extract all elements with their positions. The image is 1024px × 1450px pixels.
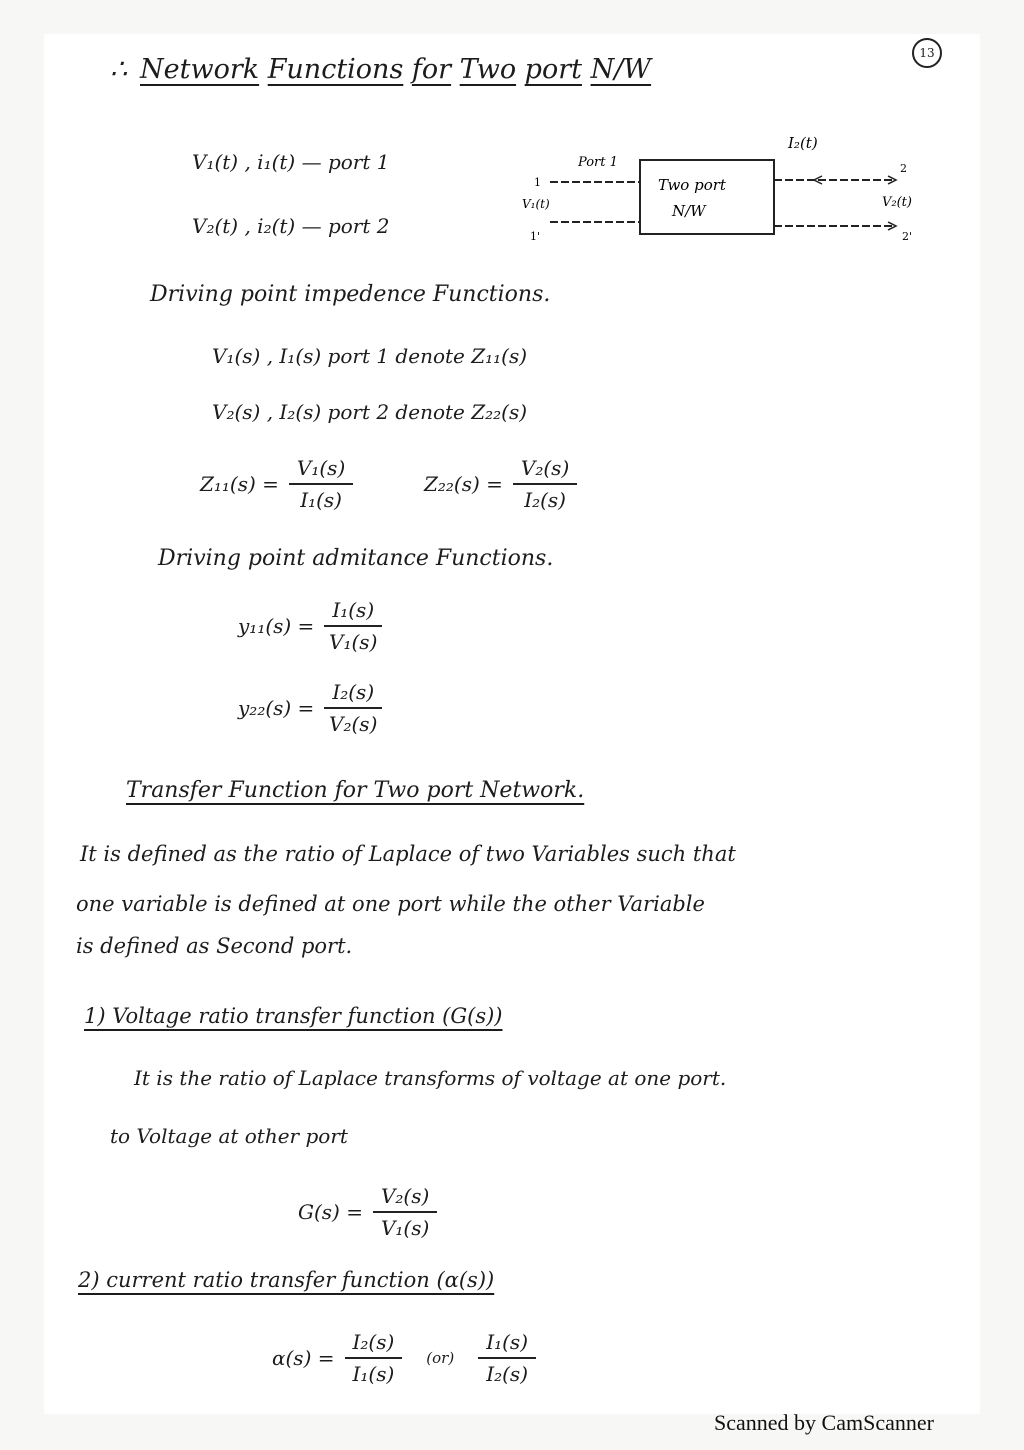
title-word-5: port — [524, 54, 582, 85]
g-denominator: V₁(s) — [380, 1216, 430, 1240]
camscanner-footer: Scanned by CamScanner — [714, 1410, 934, 1435]
z11-denominator: I₁(s) — [300, 488, 342, 512]
alpha-fraction-2 — [478, 1330, 536, 1386]
title-word-6: N/W — [590, 54, 652, 85]
y11-lhs: y₁₁(s) = — [238, 614, 315, 638]
diagram-node-2: 2 — [900, 162, 907, 175]
diagram-node-1p: 1' — [530, 230, 541, 243]
z22-lhs: Z₂₂(s) = — [424, 472, 503, 496]
two-port-box — [640, 160, 774, 234]
alpha-numerator-1: I₂(s) — [345, 1330, 403, 1359]
g-fraction — [373, 1184, 437, 1240]
transfer-para-line3: is defined as Second port. — [76, 934, 353, 958]
z22-denominator: I₂(s) — [524, 488, 566, 512]
diagram-v1-label: V₁(t) — [522, 197, 550, 211]
g-lhs: G(s) = — [298, 1200, 363, 1224]
z11-numerator: V₁(s) — [289, 456, 353, 485]
y22-fraction — [324, 680, 382, 736]
port1-variables: V₁(t) , i₁(t) — port 1 — [192, 150, 390, 174]
y22-numerator: I₂(s) — [324, 680, 382, 709]
alpha-equation — [272, 1330, 536, 1386]
title-word-2: Functions — [267, 54, 404, 85]
vrtf-line1: It is the ratio of Laplace transforms of voltage at one port. — [134, 1066, 727, 1090]
diagram-node-2p: 2' — [902, 230, 913, 243]
y22-denominator: V₂(s) — [329, 712, 378, 736]
transfer-heading: Transfer Function for Two port Network. — [126, 778, 585, 803]
diagram-box-line1: Two port — [658, 176, 726, 194]
vrtf-line2: to Voltage at other port — [110, 1124, 348, 1148]
alpha-fraction-1 — [345, 1330, 403, 1386]
g-equation — [298, 1184, 437, 1240]
port2-variables: V₂(t) , i₂(t) — port 2 — [192, 214, 390, 238]
y11-numerator: I₁(s) — [324, 598, 382, 627]
z22-equation — [424, 456, 577, 512]
transfer-para-line2: one variable is defined at one port while the other Variable — [76, 892, 705, 916]
diagram-box-line2: N/W — [672, 202, 706, 220]
z22-fraction — [513, 456, 577, 512]
dpi-line2: V₂(s) , I₂(s) port 2 denote Z₂₂(s) — [212, 400, 528, 424]
dpi-heading: Driving point impedence Functions. — [150, 282, 551, 307]
dpi-line1: V₁(s) , I₁(s) port 1 denote Z₁₁(s) — [212, 344, 528, 368]
alpha-denominator-1: I₁(s) — [352, 1362, 395, 1386]
title-word-4: Two — [459, 54, 517, 85]
title-word-1: Network — [140, 54, 260, 85]
alpha-numerator-2: I₁(s) — [478, 1330, 536, 1359]
diagram-port-label: Port 1 — [578, 155, 618, 170]
alpha-lhs: α(s) = — [272, 1346, 335, 1370]
z11-lhs: Z₁₁(s) = — [200, 472, 279, 496]
g-numerator: V₂(s) — [373, 1184, 437, 1213]
title-word-3: for — [411, 54, 452, 85]
crtf-heading: 2) current ratio transfer function (α(s)) — [78, 1268, 495, 1292]
y22-equation — [238, 680, 382, 736]
diagram-i2-label: I₂(t) — [788, 134, 818, 152]
z11-fraction — [289, 456, 353, 512]
diagram-node-1: 1 — [534, 176, 541, 189]
two-port-network-diagram — [520, 130, 950, 250]
y11-equation — [238, 598, 382, 654]
page-title: ∴ Network Functions for Two port N/W — [110, 54, 652, 85]
alpha-denominator-2: I₂(s) — [486, 1362, 528, 1386]
y11-denominator: V₁(s) — [329, 630, 378, 654]
diagram-v2-label: V₂(t) — [882, 195, 912, 210]
alpha-or: (or) — [426, 1349, 455, 1367]
vrtf-heading: 1) Voltage ratio transfer function (G(s)) — [84, 1004, 503, 1028]
dpa-heading: Driving point admitance Functions. — [158, 546, 554, 571]
y11-fraction — [324, 598, 382, 654]
z22-numerator: V₂(s) — [513, 456, 577, 485]
z11-equation — [200, 456, 353, 512]
transfer-para-line1: It is defined as the ratio of Laplace of two Variables such that — [80, 842, 736, 866]
page-number-badge: 13 — [912, 38, 942, 68]
y22-lhs: y₂₂(s) = — [238, 696, 315, 720]
